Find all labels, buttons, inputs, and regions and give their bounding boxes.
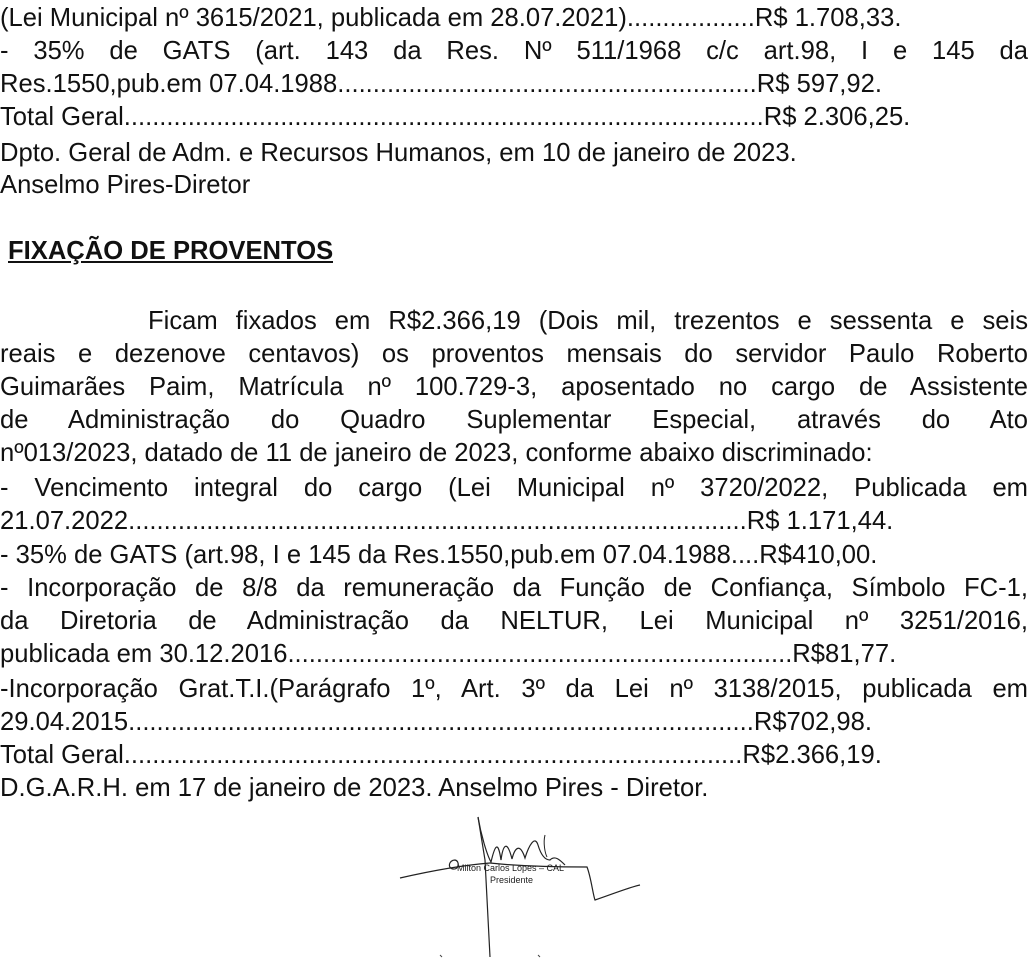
top-line-1: (Lei Municipal nº 3615/2021, publicada em 28.07.2021)..................R$ 1.708,33. [0,4,902,32]
body-line-8: - 35% de GATS (art.98, I e 145 da Res.1550,pub.em 07.04.1988....R$410,00. [0,541,878,569]
body-line-12: -Incorporação Grat.T.I.(Parágrafo 1º, Art. 3º da Lei nº 3138/2015, publicada em [0,675,1028,703]
signatory-name: Milton Carlos Lopes – CAL [457,863,565,873]
top-signatory-line: Anselmo Pires-Diretor [0,171,251,199]
body-line-13: 29.04.2015........................................................................................R$702,98. [0,708,872,736]
signature-block [395,815,645,960]
body-line-3: Guimarães Paim, Matrícula nº 100.729-3, aposentado no cargo de Assistente [0,373,1028,401]
body-line-4: de Administração do Quadro Suplementar Especial, através do Ato [0,406,1028,434]
body-line-11: publicada em 30.12.2016.......................................................................R$81,77. [0,640,897,668]
body-line-2: reais e dezenove centavos) os proventos mensais do servidor Paulo Roberto [0,340,1028,368]
section-heading: FIXAÇÃO DE PROVENTOS [8,237,334,265]
body-line-9: - Incorporação de 8/8 da remuneração da Função de Confiança, Símbolo FC-1, [0,574,1028,602]
body-closing-line: D.G.A.R.H. em 17 de janeiro de 2023. Anselmo Pires - Diretor. [0,774,709,802]
top-line-2: - 35% de GATS (art. 143 da Res. Nº 511/1968 c/c art.98, I e 145 da [0,37,1028,65]
body-line-5: nº013/2023, datado de 11 de janeiro de 2023, conforme abaixo discriminado: [0,439,873,467]
body-line-10: da Diretoria de Administração da NELTUR, Lei Municipal nº 3251/2016, [0,607,1028,635]
top-line-3: Res.1550,pub.em 07.04.1988...........................................................R$ 597,92. [0,70,882,98]
signatory-role: Presidente [490,875,534,885]
body-line-6: - Vencimento integral do cargo (Lei Municipal nº 3720/2022, Publicada em [0,474,1028,502]
handwritten-signature-icon [395,815,645,960]
body-total-line: Total Geral.......................................................................................R$2.366,19. [0,741,882,769]
top-date-line: Dpto. Geral de Adm. e Recursos Humanos, em 10 de janeiro de 2023. [0,139,797,167]
body-line-1: Ficam fixados em R$2.366,19 (Dois mil, trezentos e sessenta e seis [148,307,1028,335]
top-total-line: Total Geral..........................................................................................R$ 2.306,25. [0,103,911,131]
body-line-7: 21.07.2022.......................................................................................R$ 1.171,44. [0,507,894,535]
